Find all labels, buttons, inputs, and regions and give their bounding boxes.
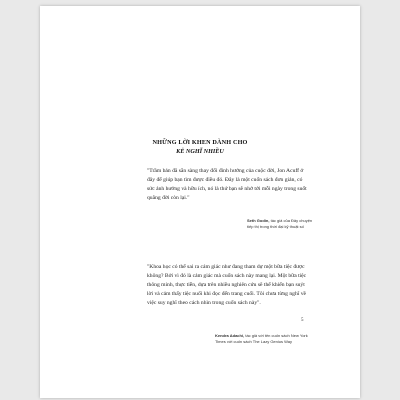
praise-heading: NHỮNG LỜI KHEN DÀNH CHO <box>152 139 248 146</box>
quote-attribution <box>247 218 317 229</box>
book-page <box>40 6 360 398</box>
quote-credit: tác giả của Đây chuyện tiếp thị trong thời đại kỹ thuật số <box>247 218 313 229</box>
quote-text: "Trầm bản đã sẵn sàng thay đổi đình hướng của cuộc đời, Jon Acuff ở đây để giúp bạn tìm được điều đó. Đây là một cuốn sách đơn giản, có sức ảnh hưởng và hữu ích, nó là thứ bạn sẽ nhớ tới mỗi ngày trong suốt quãng đời còn lại." <box>147 168 307 202</box>
quote-attribution <box>215 333 310 344</box>
quote-author: Seth Godin, <box>247 218 270 223</box>
book-title: KẺ NGHĨ NHIỀU <box>176 148 224 155</box>
quote-credit: tác giả với tên cuốn sách New York Times với cuốn sách The Lazy Genius Way <box>215 333 308 344</box>
quote-text: "Khoa học có thể sai ra cám giác như đang tham dự một bữa tiệc được không? Bởi vì đó là cảm giác mà cuốn sách này mang lại. Một bữa tiệc thông minh, thực tiễn, dựa trên nhiều nghiên cứu sẽ thể khiến bạn suýt lời và cảm thấy tiệc nuối khi đọc đến trang cuối. Tôi chưa từng nghĩ về việc suy nghĩ theo cách nhìn trong cuốn sách này". <box>147 264 307 307</box>
page-number: 5 <box>301 318 304 323</box>
quote-author: Kendra Adachi, <box>215 333 245 338</box>
